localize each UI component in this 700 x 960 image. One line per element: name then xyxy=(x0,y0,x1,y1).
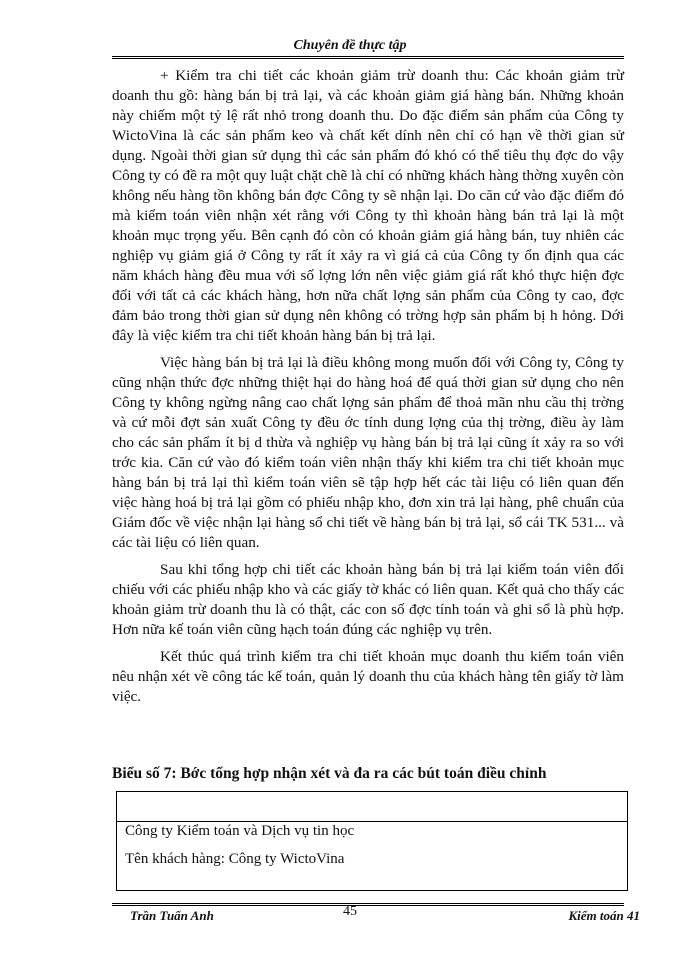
client-name: Tên khách hàng: Công ty WictoVina xyxy=(125,851,345,867)
paragraph-returns-process: Việc hàng bán bị trả lại là điều không mong muốn đối với Công ty, Công ty cũng nhận thức đợc những thiệt hại do hàng hoá để quá thời gian sử dụng cho nên Công ty không ngừng nâng cao chất lợng sản phẩm để thoả mãn nhu cầu thị trờng và cứ mỗi đợt sản xuất Công ty đều ớc tính dung lợng của thị trờng, điều ày làm cho các sản phẩm ít bị d thừa và nghiệp vụ hàng bán bị trả lại cũng ít xảy ra so với trớc kia. Căn cứ vào đó kiểm toán viên nhận thấy khi kiểm tra chi tiết khoản mục hàng bán bị trả lại thì kiểm toán viên sẽ tập hợp hết các tài liệu có liên quan đến việc hàng hoá bị trả lại gồm có phiếu nhập kho, đơn xin trả lại hàng, phê chuẩn của Giám đốc về việc nhận lại hàng sổ chi tiết về hàng bán bị trả lại, sổ cái TK 531... và các tài liệu có liên quan. xyxy=(112,354,624,551)
document-body xyxy=(112,66,624,714)
page-number: 45 xyxy=(343,904,357,919)
paragraph-reconciliation: Sau khi tổng hợp chi tiết các khoản hàng bán bị trả lại kiểm toán viên đối chiếu với các phiếu nhập kho và các giấy tờ khác có liên quan. Kết quả cho thấy các khoản giảm trừ doanh thu là có thật, các con số đợc tính toán và ghi sổ là phù hợp. Hơn nữa kế toán viên cũng hạch toán đúng các nghiệp vụ trên. xyxy=(112,561,624,638)
working-paper-table xyxy=(116,791,628,891)
header-divider xyxy=(112,56,624,59)
footer-author: Trần Tuấn Anh xyxy=(130,908,214,923)
footer-class: Kiểm toán 41 xyxy=(568,908,640,923)
table-caption: Biểu số 7: Bớc tổng hợp nhận xét và đa ra các bút toán điều chỉnh xyxy=(112,765,547,782)
page-header-title: Chuyên đề thực tập xyxy=(293,38,407,53)
table-divider xyxy=(117,821,627,822)
paragraph-conclusion: Kết thúc quá trình kiểm tra chi tiết khoản mục doanh thu kiểm toán viên nêu nhận xét về công tác kế toán, quản lý doanh thu của khách hàng tên giấy tờ làm việc. xyxy=(112,648,624,705)
paragraph-returns-overview: + Kiểm tra chi tiết các khoản giảm trừ doanh thu: Các khoản giảm trừ doanh thu gồ: hàng bán bị trả lại, và các khoản giảm giá hàng bán. Những khoản này chiếm một tỷ lệ rất nhỏ trong doanh thu. Do đặc điểm sản phẩm của Công ty WictoVina là các sản phẩm keo và chất kết dính nên chỉ có hạn về thời gian sử dụng. Ngoài thời gian sử dụng thì các sản phẩm đó khó có thể tiêu thụ đợc do vậy Công ty có đề ra một quy luật chặt chẽ là chỉ có những khách hàng thờng xuyên còn không nếu hàng tồn không bán đợc Công ty sẽ nhận lại. Do căn cứ vào đặc điểm đó mà kiểm toán viên nhận xét rằng với Công ty thì khoản hàng bán trả lại là một khoản mục trọng yếu. Bên cạnh đó còn có khoản giảm giá hàng bán, tuy nhiên các nghiệp vụ giảm giá ở Công ty rất ít xảy ra vì giá cả của Công ty ổn định qua các năm khách hàng đều mua với số lợng lớn nên việc giảm giá rất khó thực hiện đợc đối với tất cả các khách hàng, hơn nữa chất lợng sản phẩm của Công ty cao, đợc đảm bảo trong thời gian sử dụng nên không có trờng hợp sản phẩm bị h hỏng. Dới đây là việc kiểm tra chi tiết khoản hàng bán bị trả lại. xyxy=(112,67,624,344)
audit-firm-name: Công ty Kiểm toán và Dịch vụ tin học xyxy=(125,823,355,839)
